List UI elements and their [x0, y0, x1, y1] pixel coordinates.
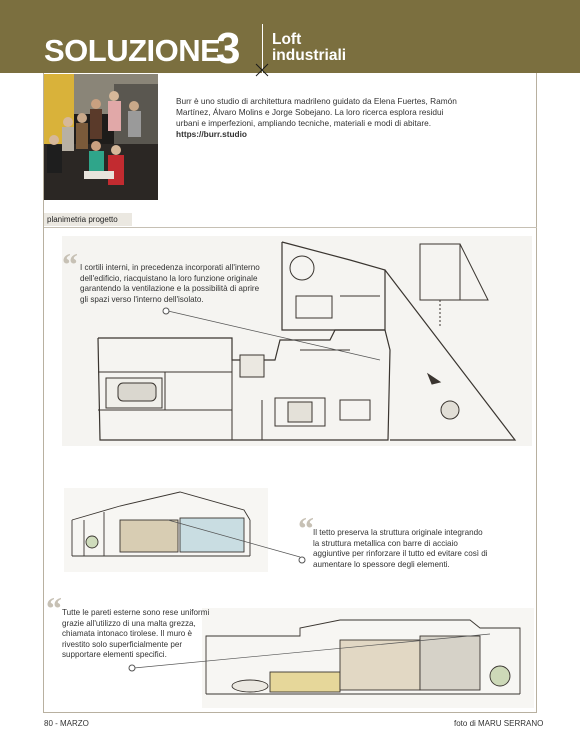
solution-number: 3 — [216, 24, 241, 73]
quote-mark-icon: “ — [298, 510, 314, 546]
annotation-walls: Tutte le pareti esterne sono rese uniformi grazie all'utilizzo di una malta grezza, chiamata intonaco tirolese. Il muro è rivestito solo superficialmente per supportare elementi specifici. — [62, 608, 210, 660]
page-number: 80 - MARZO — [44, 719, 89, 728]
quote-mark-icon: “ — [46, 590, 62, 626]
solution-title: SOLUZIONE — [44, 33, 221, 68]
subtitle-line-1: Loft — [272, 31, 302, 48]
subtitle-line-2: industriali — [272, 47, 347, 64]
intro-text: Burr è uno studio di architettura madrileno guidato da Elena Fuertes, Ramón Martínez, Álvaro Molins e Jorge Sobejano. La loro ricerca esplora residui urbani e imperfezioni, ampliando tecniche, materiali e modi di abitare. — [176, 96, 457, 128]
photo-credit: foto di MARU SERRANO — [454, 719, 544, 728]
quote-mark-icon: “ — [62, 246, 78, 282]
section-tag: planimetria progetto — [44, 213, 132, 226]
annotation-courtyards: I cortili interni, in precedenza incorporati all'interno dell'edificio, riacquistano la loro funzione originale garantendo la ventilazione e la possibilità di aprire gli spazi verso l'interno dell'isolato. — [80, 263, 260, 304]
studio-link[interactable]: https://burr.studio — [176, 129, 247, 139]
annotation-roof: Il tetto preserva la struttura originale integrando la struttura metallica con barre di acciaio aggiuntive per rinforzare il tutto ed evitare così di aumentare lo spessore degli elementi. — [313, 528, 488, 569]
